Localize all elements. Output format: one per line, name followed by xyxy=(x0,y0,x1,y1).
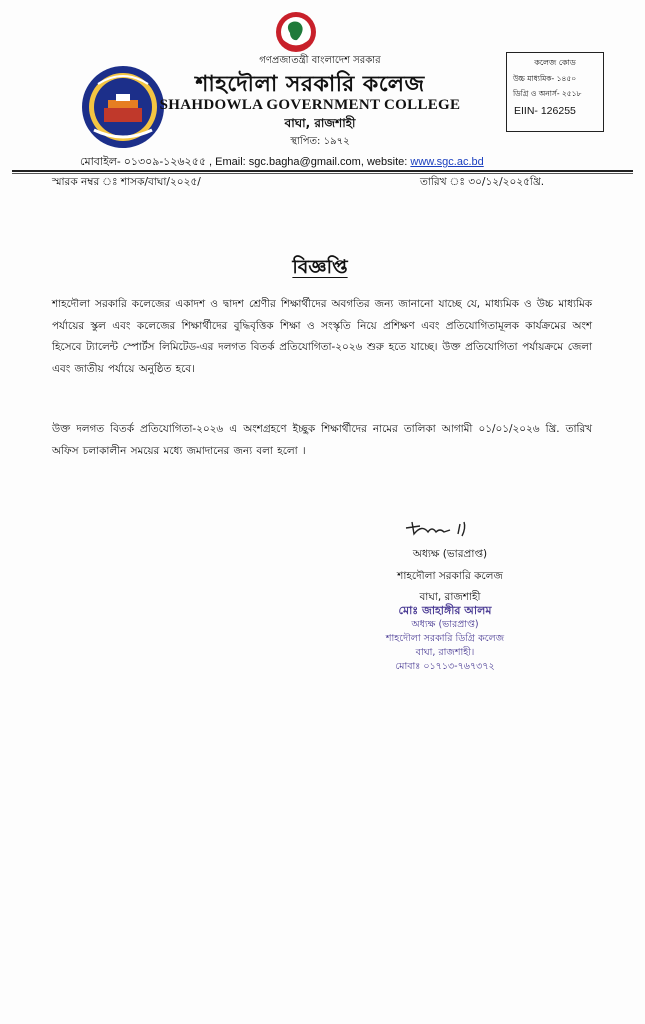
notice-heading: বিজ্ঞপ্তি xyxy=(292,256,348,278)
degree-code: ডিগ্রি ও অনার্স- ২৫১৮ xyxy=(513,89,582,98)
government-line: গণপ্রজাতন্ত্রী বাংলাদেশ সরকার xyxy=(259,55,381,66)
college-name-bangla: শাহদৌলা সরকারি কলেজ xyxy=(195,72,425,97)
signature-icon xyxy=(402,518,472,540)
mobile-number: মোবাইল- ০১৩০৯-১২৬২৫৫ , xyxy=(80,156,213,168)
header-divider xyxy=(12,170,633,172)
government-emblem-icon xyxy=(273,10,319,54)
stamp-college: শাহদৌলা সরকারি ডিগ্রি কলেজ xyxy=(385,633,505,644)
signature-college: শাহদৌলা সরকারি কলেজ xyxy=(397,569,503,582)
notice-paragraph-2: উক্ত দলগত বিতর্ক প্রতিযোগিতা-২০২৬ এ অংশগ্রহণে ইচ্ছুক শিক্ষার্থীদের নামের তালিকা আগামী ০১/০১/২০২৬ খ্রি. তারিখ অফিস চলাকালীন সময়ের মধ্যে জমাদানের জন্য বলা হলো । xyxy=(52,423,592,457)
website-label: website: xyxy=(366,156,408,168)
college-name-english: SHAHDOWLA GOVERNMENT COLLEGE xyxy=(159,97,461,113)
stamp-name: মোঃ জাহাঙ্গীর আলম xyxy=(398,604,492,617)
notice-paragraph-1: শাহদৌলা সরকারি কলেজের একাদশ ও দ্বাদশ শ্রেণীর শিক্ষার্থীদের অবগতির জন্য জানানো যাচ্ছে যে, মাধ্যমিক ও উচ্চ মাধ্যমিক পর্যায়ের স্কুল এবং কলেজের শিক্ষার্থীদের বুদ্ধিবৃত্তিক শিক্ষা ও সংস্কৃতি নিয়ে প্রশিক্ষণ এবং প্রতিযোগিতামূলক কার্যক্রমের অংশ হিসেবে ট্যালেন্ট স্পোর্টস লিমিটেড-এর দলগত বিতর্ক প্রতিযোগিতা-২০২৬ শুরু হতে যাচ্ছে। উক্ত প্রতিযোগিতা পর্যায়ক্রমে জেলা এবং জাতীয় পর্যায়ে অনুষ্ঠিত হবে। xyxy=(52,298,592,375)
code-box-title: কলেজ কোড xyxy=(534,58,576,67)
college-code-box xyxy=(506,52,604,132)
college-location: বাঘা, রাজশাহী xyxy=(284,116,356,130)
memo-number: স্মারক নম্বর ঃ শাসক/বাঘা/২০২৫/ xyxy=(52,176,201,188)
header-divider-thin xyxy=(12,173,633,174)
website-link[interactable]: www.sgc.ac.bd xyxy=(410,156,484,168)
official-stamp xyxy=(370,604,520,674)
eiin-number: EIIN- 126255 xyxy=(514,105,576,117)
founded-year: স্থাপিত: ১৯৭২ xyxy=(290,136,350,147)
hsc-code: উচ্চ মাধ্যমিক- ১৪৫০ xyxy=(513,74,577,83)
signature-location: বাঘা, রাজশাহী xyxy=(419,591,481,603)
memo-date: তারিখ ঃ ৩০/১২/২০২৫খ্রি. xyxy=(420,176,545,188)
signature-block xyxy=(360,544,540,609)
stamp-location: বাঘা, রাজশাহী। xyxy=(415,647,475,658)
stamp-mobile: মোবাঃ ০১৭১৩-৭৬৭৩৭২ xyxy=(395,661,495,672)
email-address: sgc.bagha@gmail.com, xyxy=(248,156,364,168)
stamp-designation: অধ্যক্ষ (ভারপ্রাপ্ত) xyxy=(411,619,479,630)
signature-designation: অধ্যক্ষ (ভারপ্রাপ্ত) xyxy=(412,548,488,560)
email-label: Email: xyxy=(215,156,246,168)
